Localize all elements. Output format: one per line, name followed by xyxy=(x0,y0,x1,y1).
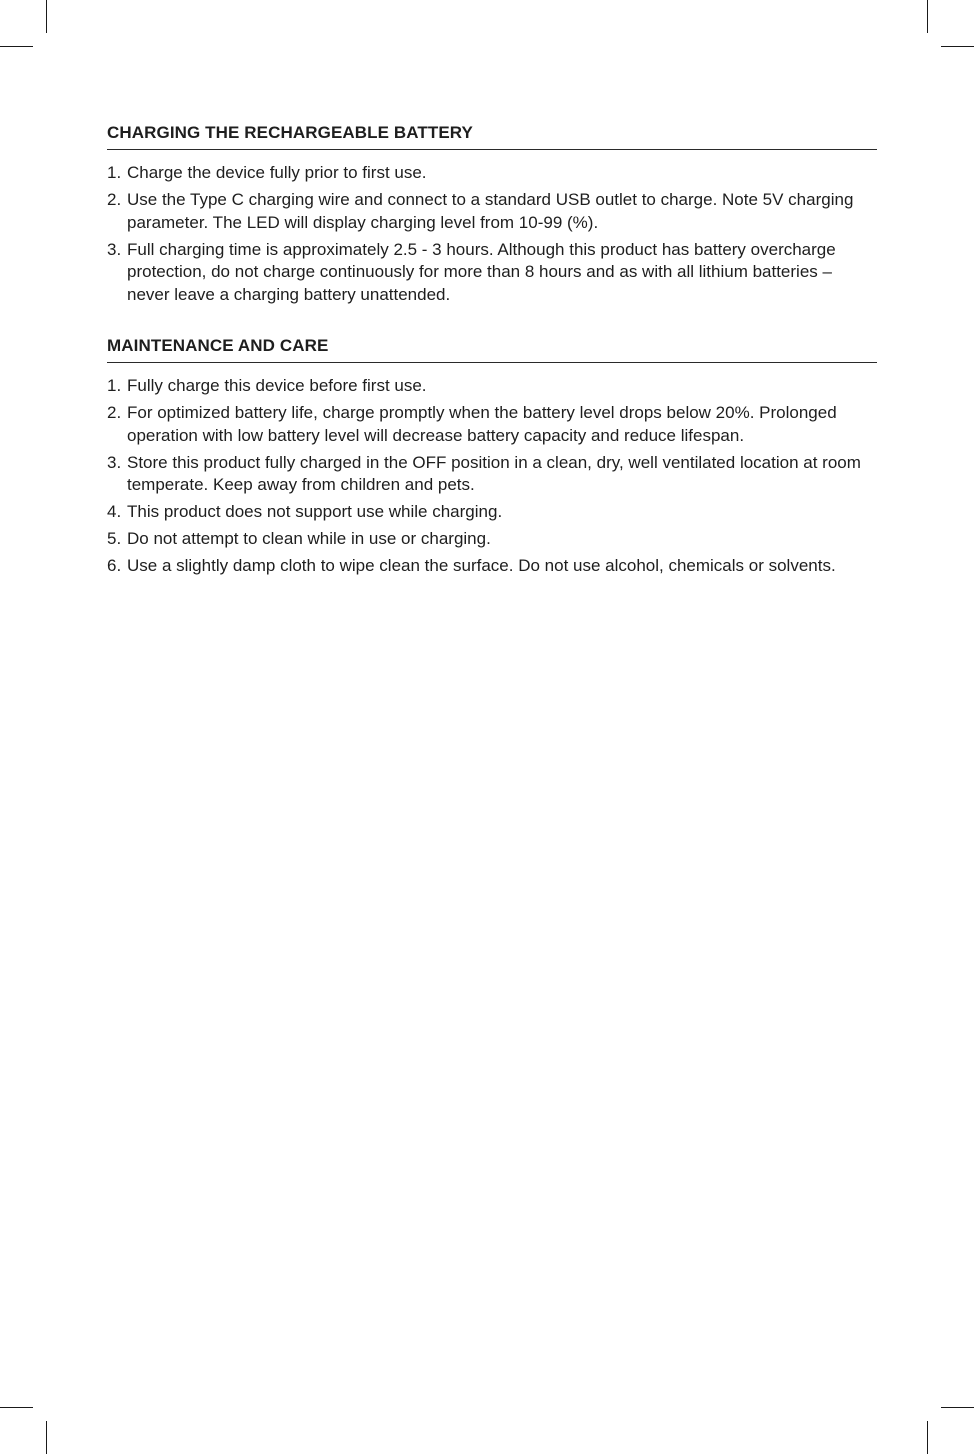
item-text: Fully charge this device before first use. xyxy=(127,376,427,395)
list-item xyxy=(107,528,877,551)
list-item xyxy=(107,189,877,234)
item-number: 1. xyxy=(107,376,122,395)
crop-mark-bottom-left-vertical xyxy=(46,1421,47,1454)
item-text: Use the Type C charging wire and connect to a standard USB outlet to charge. Note 5V charging parameter. The LED will display charging level from 10-99 (%). xyxy=(127,190,854,232)
charging-heading: CHARGING THE RECHARGEABLE BATTERY xyxy=(107,121,877,150)
item-number: 1. xyxy=(107,163,122,182)
list-item xyxy=(107,375,877,398)
item-number: 4. xyxy=(107,502,122,521)
item-number: 2. xyxy=(107,190,122,209)
charging-steps-list xyxy=(107,162,877,306)
list-item xyxy=(107,501,877,524)
crop-mark-bottom-right-vertical xyxy=(927,1421,928,1454)
list-item xyxy=(107,555,877,578)
item-text: For optimized battery life, charge promptly when the battery level drops below 20%. Prolonged operation with low battery level will decrease battery capacity and reduce lifespan. xyxy=(127,403,837,445)
item-text: This product does not support use while charging. xyxy=(127,502,503,521)
crop-mark-top-left-vertical xyxy=(46,0,47,33)
item-number: 5. xyxy=(107,529,122,548)
crop-mark-top-right-horizontal xyxy=(941,46,974,47)
maintenance-heading: MAINTENANCE AND CARE xyxy=(107,334,877,363)
crop-mark-bottom-left-horizontal xyxy=(0,1407,33,1408)
item-number: 2. xyxy=(107,403,122,422)
item-number: 6. xyxy=(107,556,122,575)
maintenance-section xyxy=(107,334,877,578)
item-number: 3. xyxy=(107,452,122,472)
list-item xyxy=(107,239,877,307)
item-number: 3. xyxy=(107,239,122,259)
item-text: Full charging time is approximately 2.5 - 3 hours. Although this product has battery overcharge protection, do not charge continuously for more than 8 hours and as with all lithium batteries – never leave a charging battery unattended. xyxy=(127,239,836,304)
maintenance-steps-list xyxy=(107,375,877,578)
list-item xyxy=(107,452,877,497)
list-item xyxy=(107,162,877,185)
charging-section xyxy=(107,121,877,306)
page-content xyxy=(107,121,877,606)
item-text: Charge the device fully prior to first use. xyxy=(127,163,427,182)
list-item xyxy=(107,402,877,447)
crop-mark-top-left-horizontal xyxy=(0,46,33,47)
item-text: Do not attempt to clean while in use or charging. xyxy=(127,529,491,548)
item-text: Use a slightly damp cloth to wipe clean the surface. Do not use alcohol, chemicals or solvents. xyxy=(127,556,836,575)
crop-mark-top-right-vertical xyxy=(927,0,928,33)
item-text: Store this product fully charged in the OFF position in a clean, dry, well ventilated location at room temperate. Keep away from children and pets. xyxy=(127,452,861,494)
crop-mark-bottom-right-horizontal xyxy=(941,1407,974,1408)
